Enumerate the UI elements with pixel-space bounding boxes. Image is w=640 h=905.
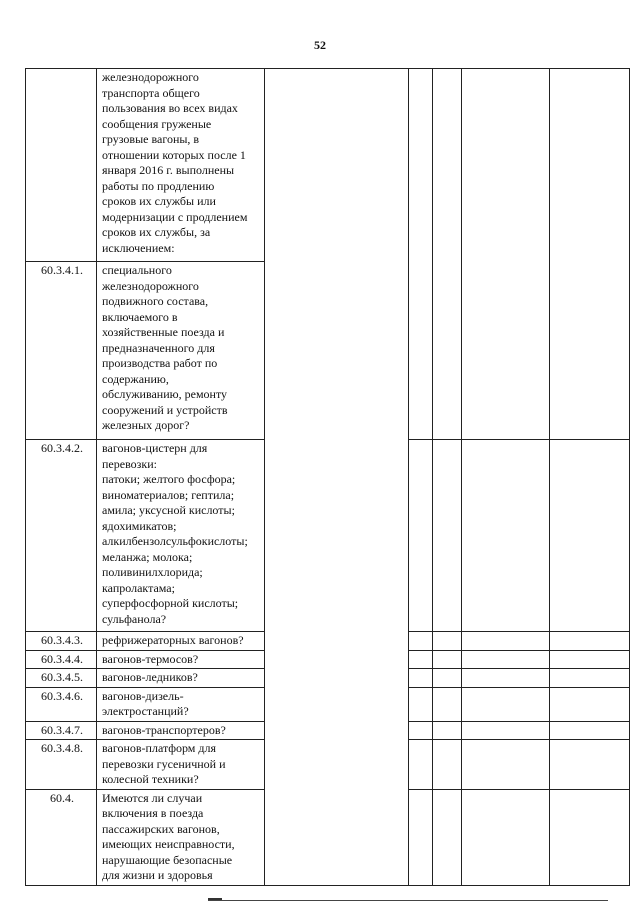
answer-yes-cell	[409, 669, 433, 688]
not-applicable-cell	[462, 632, 550, 651]
remarks-cell	[550, 632, 630, 651]
question-text: Имеются ли случаи включения в поезда пассажирских вагонов, имеющих неисправности, нарушающие безопасные для жизни и здоровья	[97, 789, 265, 885]
question-text: железнодорожного транспорта общего пользования во всех видах сообщения груженые грузовые вагоны, в отношении которых после 1 января 2016 г. выполнены работы по продлению сроков их службы или модернизации с продлением сроков их службы, за исключением:	[97, 69, 265, 262]
answer-yes-cell	[409, 69, 433, 440]
remarks-cell	[550, 669, 630, 688]
item-number: 60.3.4.1.	[26, 262, 97, 440]
remarks-cell	[550, 650, 630, 669]
answer-yes-cell	[409, 687, 433, 721]
item-number: 60.3.4.8.	[26, 740, 97, 790]
not-applicable-cell	[462, 687, 550, 721]
not-applicable-cell	[462, 789, 550, 885]
not-applicable-cell	[462, 440, 550, 632]
table-row	[26, 69, 630, 262]
item-number: 60.3.4.4.	[26, 650, 97, 669]
answer-no-cell	[433, 789, 462, 885]
answer-yes-cell	[409, 740, 433, 790]
not-applicable-cell	[462, 740, 550, 790]
remarks-cell	[550, 789, 630, 885]
checklist-table	[25, 68, 630, 886]
remarks-cell	[550, 740, 630, 790]
item-number: 60.3.4.5.	[26, 669, 97, 688]
answer-no-cell	[433, 650, 462, 669]
answer-no-cell	[433, 669, 462, 688]
answer-no-cell	[433, 440, 462, 632]
bottom-divider	[208, 900, 608, 901]
not-applicable-cell	[462, 650, 550, 669]
not-applicable-cell	[462, 69, 550, 440]
answer-no-cell	[433, 740, 462, 790]
answer-no-cell	[433, 632, 462, 651]
answer-yes-cell	[409, 721, 433, 740]
item-number	[26, 69, 97, 262]
answer-yes-cell	[409, 650, 433, 669]
answer-yes-cell	[409, 440, 433, 632]
question-text: вагонов-ледников?	[97, 669, 265, 688]
requirements-cell	[265, 69, 409, 886]
item-number: 60.3.4.3.	[26, 632, 97, 651]
page-number: 52	[314, 38, 326, 52]
question-text: специального железнодорожного подвижного состава, включаемого в хозяйственные поезда и предназначенного для производства работ по содержанию, обслуживанию, ремонту сооружений и устройств железных дорог?	[97, 262, 265, 440]
question-text: рефрижераторных вагонов?	[97, 632, 265, 651]
answer-no-cell	[433, 687, 462, 721]
item-number: 60.3.4.6.	[26, 687, 97, 721]
answer-no-cell	[433, 69, 462, 440]
not-applicable-cell	[462, 669, 550, 688]
answer-yes-cell	[409, 632, 433, 651]
remarks-cell	[550, 440, 630, 632]
remarks-cell	[550, 721, 630, 740]
answer-no-cell	[433, 721, 462, 740]
item-number: 60.3.4.2.	[26, 440, 97, 632]
answer-yes-cell	[409, 789, 433, 885]
item-number: 60.3.4.7.	[26, 721, 97, 740]
remarks-cell	[550, 69, 630, 440]
question-text: вагонов-дизель- электростанций?	[97, 687, 265, 721]
question-text: вагонов-цистерн для перевозки: патоки; желтого фосфора; виноматериалов; гептила; амила; уксусной кислоты; ядохимикатов; алкилбензолсульфокислоты; меланжа; молока; поливинилхлорида; капролактама; суперфосфорной кислоты; сульфанола?	[97, 440, 265, 632]
not-applicable-cell	[462, 721, 550, 740]
item-number: 60.4.	[26, 789, 97, 885]
question-text: вагонов-термосов?	[97, 650, 265, 669]
question-text: вагонов-платформ для перевозки гусеничной и колесной техники?	[97, 740, 265, 790]
remarks-cell	[550, 687, 630, 721]
question-text: вагонов-транспортеров?	[97, 721, 265, 740]
